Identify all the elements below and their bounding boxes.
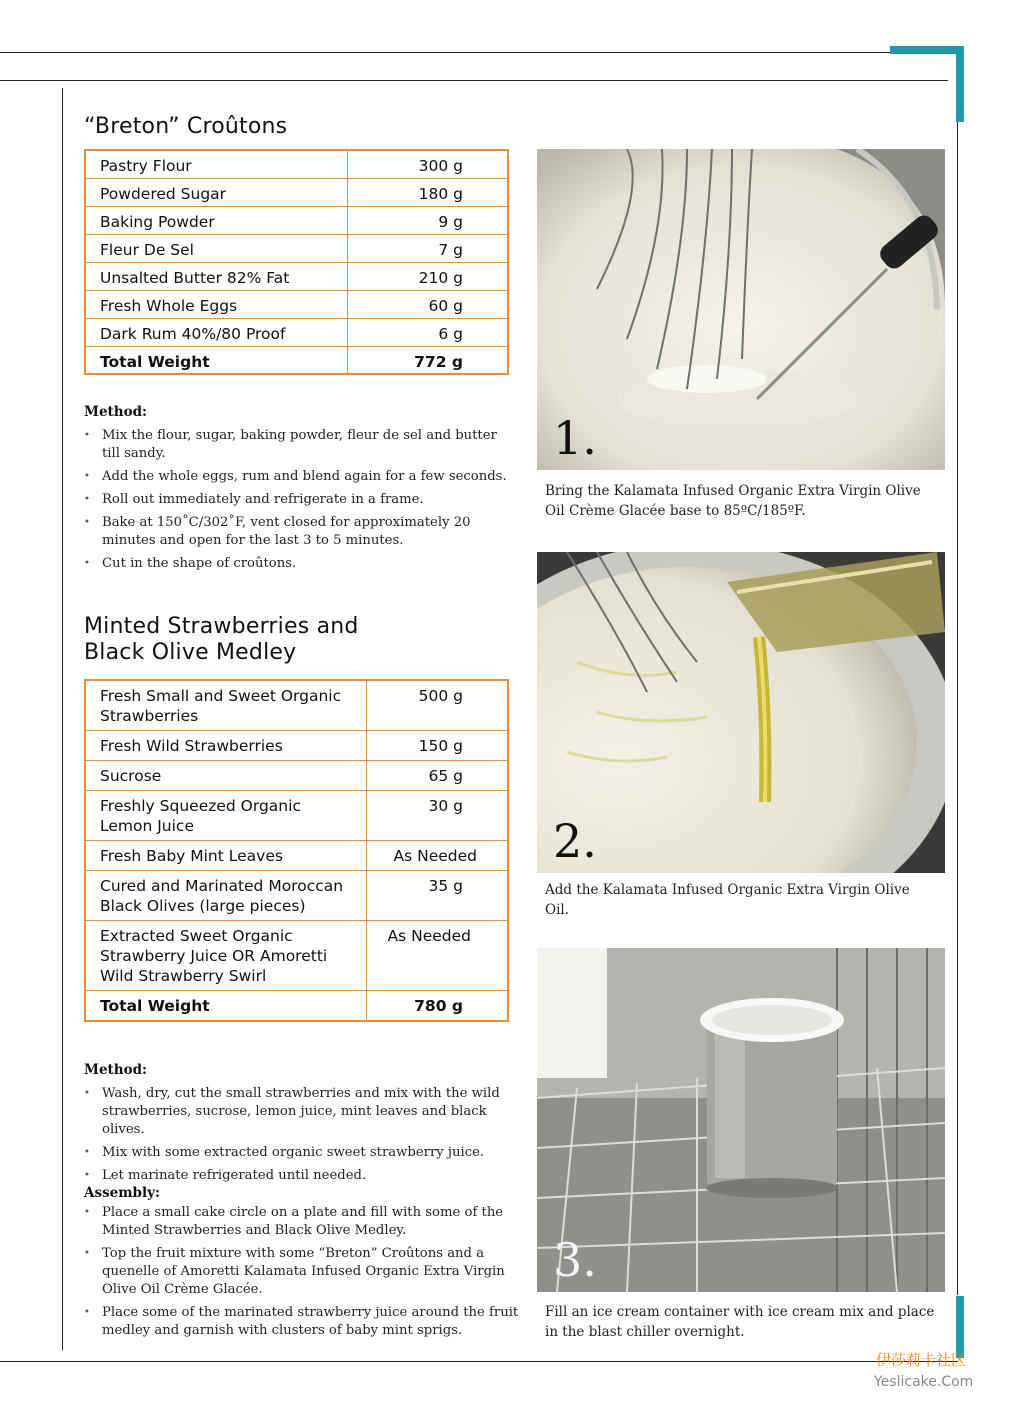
ingredient-qty: As Needed: [367, 921, 509, 991]
ingredient-name: Baking Powder: [85, 206, 347, 234]
total-qty: 780 g: [367, 991, 509, 1022]
croutons-title: “Breton” Croûtons: [84, 114, 288, 139]
medley-title-line1: Minted Strawberries and: [84, 614, 359, 639]
ingredient-name: Freshly Squeezed Organic Lemon Juice: [85, 791, 367, 841]
list-item: • Place a small cake circle on a plate and fill with some of the Minted Strawberries and Black Olive Medley.: [84, 1204, 519, 1240]
list-item: • Mix the flour, sugar, baking powder, fleur de sel and butter till sandy.: [84, 427, 514, 463]
list-item: • Mix with some extracted organic sweet strawberry juice.: [84, 1144, 524, 1162]
table-row: [85, 761, 508, 791]
total-qty: 772 g: [347, 346, 508, 374]
step-number: 2.: [553, 814, 597, 868]
list-item: • Roll out immediately and refrigerate in a frame.: [84, 491, 514, 509]
list-item: • Bake at 150˚C/302˚F, vent closed for approximately 20 minutes and open for the last 3 to 5 minutes.: [84, 514, 514, 550]
ingredient-name: Fresh Whole Eggs: [85, 290, 347, 318]
photo-caption-2: Add the Kalamata Infused Organic Extra Virgin Olive Oil.: [545, 882, 910, 918]
ingredient-qty: 150 g: [367, 731, 509, 761]
table-row: [85, 178, 508, 206]
bottom-rule: [0, 1361, 958, 1362]
table-row: [85, 791, 508, 841]
list-item: • Top the fruit mixture with some “Breton” Croûtons and a quenelle of Amoretti Kalamata Infused Organic Extra Virgin Olive Oil Crème Glacée.: [84, 1245, 519, 1299]
watermark-cn: 伊莎莉卡社区: [876, 1351, 967, 1369]
croutons-method-list: [84, 427, 514, 578]
whisk-cream-photo: [537, 149, 945, 470]
ingredient-qty: 6 g: [347, 318, 508, 346]
ingredient-name: Fleur De Sel: [85, 234, 347, 262]
photo-caption-1: Bring the Kalamata Infused Organic Extra Virgin Olive Oil Crème Glacée base to 85ºC/185ºF.: [545, 483, 921, 519]
ingredient-qty: 210 g: [347, 262, 508, 290]
watermark-en: Yeslicake.Com: [874, 1374, 974, 1390]
ingredient-qty: 300 g: [347, 150, 508, 178]
ingredient-name: Powdered Sugar: [85, 178, 347, 206]
ingredient-qty: 180 g: [347, 178, 508, 206]
ingredient-qty: 65 g: [367, 761, 509, 791]
list-item: • Let marinate refrigerated until needed.: [84, 1167, 524, 1185]
ingredient-qty: 500 g: [367, 680, 509, 731]
assembly-list: [84, 1204, 519, 1345]
ingredient-qty: 60 g: [347, 290, 508, 318]
medley-ingredient-table: [84, 679, 509, 1022]
ingredient-qty: 30 g: [367, 791, 509, 841]
photo-step-3: [537, 948, 945, 1292]
table-row: [85, 206, 508, 234]
table-row: [85, 150, 508, 178]
header-rule: [0, 80, 948, 81]
list-item: • Place some of the marinated strawberry juice around the fruit medley and garnish with clusters of baby mint sprigs.: [84, 1304, 519, 1340]
croutons-ingredient-table: [84, 149, 509, 375]
step-number: 1.: [553, 411, 597, 465]
list-item: • Wash, dry, cut the small strawberries and mix with the wild strawberries, sucrose, lemon juice, mint leaves and black olives.: [84, 1085, 524, 1139]
ingredient-qty: 7 g: [347, 234, 508, 262]
total-label: Total Weight: [85, 346, 347, 374]
total-row: [85, 346, 508, 374]
photo-step-2: [537, 552, 945, 873]
ingredient-name: Fresh Wild Strawberries: [85, 731, 367, 761]
medley-method-heading: Method:: [84, 1062, 148, 1078]
ingredient-qty: 9 g: [347, 206, 508, 234]
photo-step-1: [537, 149, 945, 470]
ingredient-name: Sucrose: [85, 761, 367, 791]
table-row: [85, 234, 508, 262]
ingredient-name: Fresh Small and Sweet Organic Strawberries: [85, 680, 367, 731]
photo-caption-3: Fill an ice cream container with ice cream mix and place in the blast chiller overnight.: [545, 1304, 935, 1340]
pouring-oil-photo: [537, 552, 945, 873]
table-row: [85, 841, 508, 871]
ingredient-name: Unsalted Butter 82% Fat: [85, 262, 347, 290]
teal-corner-accent: [890, 46, 964, 122]
step-number: 3.: [553, 1233, 597, 1287]
list-item: • Cut in the shape of croûtons.: [84, 555, 514, 573]
right-margin-rule: [957, 120, 958, 1295]
ingredient-name: Pastry Flour: [85, 150, 347, 178]
table-row: [85, 680, 508, 731]
assembly-heading: Assembly:: [84, 1185, 160, 1201]
medley-method-list: [84, 1085, 524, 1190]
total-label: Total Weight: [85, 991, 367, 1022]
table-row: [85, 731, 508, 761]
total-row: [85, 991, 508, 1022]
table-row: [85, 871, 508, 921]
ingredient-name: Extracted Sweet Organic Strawberry Juice OR Amoretti Wild Strawberry Swirl: [85, 921, 367, 991]
ingredient-name: Cured and Marinated Moroccan Black Olives (large pieces): [85, 871, 367, 921]
ingredient-qty: As Needed: [367, 841, 509, 871]
blast-chiller-photo: [537, 948, 945, 1292]
top-rule: [0, 52, 964, 53]
table-row: [85, 921, 508, 991]
medley-title-line2: Black Olive Medley: [84, 640, 297, 665]
table-row: [85, 318, 508, 346]
ingredient-name: Fresh Baby Mint Leaves: [85, 841, 367, 871]
croutons-method-heading: Method:: [84, 404, 148, 420]
left-margin-rule: [62, 88, 63, 1350]
table-row: [85, 262, 508, 290]
list-item: • Add the whole eggs, rum and blend again for a few seconds.: [84, 468, 514, 486]
table-row: [85, 290, 508, 318]
ingredient-qty: 35 g: [367, 871, 509, 921]
ingredient-name: Dark Rum 40%/80 Proof: [85, 318, 347, 346]
